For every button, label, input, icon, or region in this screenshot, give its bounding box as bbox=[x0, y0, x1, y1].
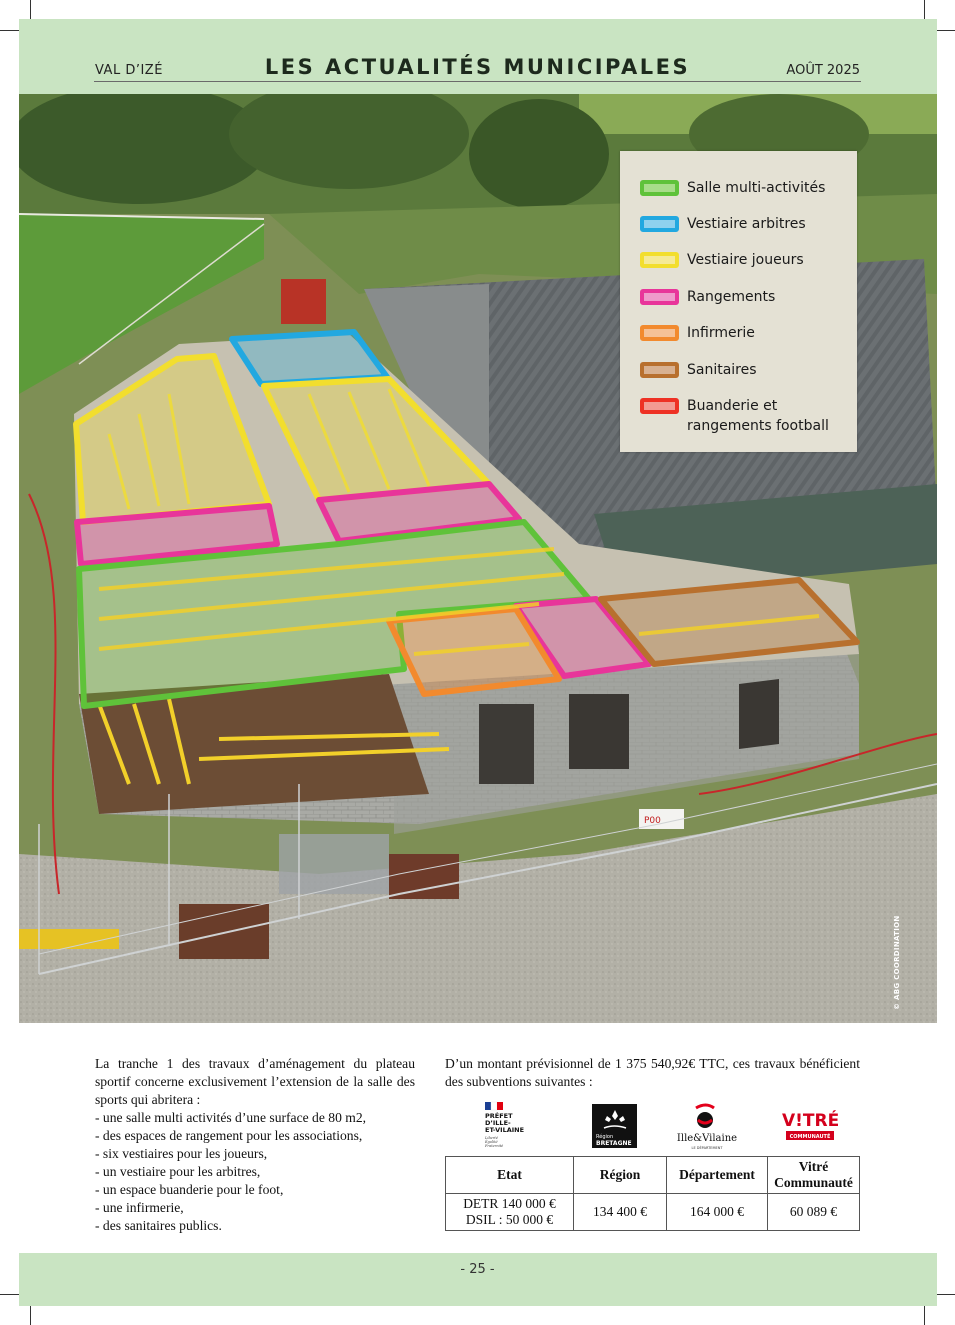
funder-logos bbox=[445, 1100, 860, 1155]
funding-table bbox=[445, 1156, 860, 1231]
legend-item bbox=[640, 323, 837, 343]
legend-swatch bbox=[640, 289, 679, 305]
legend-swatch bbox=[640, 216, 679, 232]
list-item: - six vestiaires pour les joueurs, bbox=[95, 1146, 268, 1161]
prefet-line3: ET-VILAINE bbox=[485, 1126, 525, 1134]
prefet-motto1: Liberté bbox=[485, 1136, 498, 1140]
legend-item bbox=[640, 287, 837, 307]
legend-label: Sanitaires bbox=[687, 362, 757, 378]
legend-item bbox=[640, 250, 837, 270]
prefet-line1: PRÉFET bbox=[485, 1112, 513, 1120]
table-row bbox=[446, 1194, 860, 1231]
vitre-sub: COMMUNAUTÉ bbox=[789, 1134, 831, 1140]
table-header-row bbox=[446, 1157, 860, 1194]
crop-mark bbox=[30, 0, 31, 19]
region-line2: BRETAGNE bbox=[596, 1140, 632, 1147]
crop-mark bbox=[924, 1306, 925, 1325]
legend-label: Salle multi-activités bbox=[687, 180, 826, 196]
works-list bbox=[95, 1109, 415, 1235]
cell-vitre: 60 089 € bbox=[768, 1194, 860, 1231]
header-rule bbox=[94, 81, 861, 82]
list-item: - une salle multi activités d’une surface de 80 m2, bbox=[95, 1110, 367, 1125]
intro-paragraph: La tranche 1 des travaux d’aménagement du plateau sportif concerne exclusivement l’extension de la salle des sports qui abritera : bbox=[95, 1056, 415, 1107]
photo-credit: © ABG COORDINATION bbox=[893, 915, 901, 1010]
vitre-name: V!TRÉ bbox=[782, 1111, 840, 1131]
marianne-icon bbox=[483, 1100, 543, 1155]
funding-intro: D’un montant prévisionnel de 1 375 540,92€ TTC, ces travaux bénéficient des subventions suivantes : bbox=[445, 1056, 860, 1089]
legend-swatch bbox=[640, 325, 679, 341]
crop-mark bbox=[0, 1294, 19, 1295]
crop-mark bbox=[30, 1306, 31, 1325]
header-town: VAL D’IZÉ bbox=[95, 63, 163, 78]
legend-swatch bbox=[640, 180, 679, 196]
departement-logo bbox=[670, 1100, 745, 1155]
legend-item bbox=[640, 396, 837, 436]
cell-departement: 164 000 € bbox=[667, 1194, 768, 1231]
legend-swatch bbox=[640, 362, 679, 378]
vitre-icon bbox=[780, 1100, 840, 1150]
list-item: - des sanitaires publics. bbox=[95, 1218, 222, 1233]
legend-item bbox=[640, 360, 837, 380]
ille-et-vilaine-icon bbox=[670, 1100, 745, 1152]
left-column bbox=[95, 1055, 415, 1235]
prefet-motto3: Fraternité bbox=[485, 1144, 504, 1148]
legend-swatch bbox=[640, 252, 679, 268]
prefet-line2: D’ILLE- bbox=[485, 1119, 511, 1127]
prefet-motto2: Égalité bbox=[485, 1140, 498, 1144]
departement-sub: LE DÉPARTEMENT bbox=[691, 1146, 723, 1150]
departement-name: Ille&Vilaine bbox=[676, 1133, 738, 1144]
etat-dsil: DSIL : 50 000 € bbox=[465, 1212, 554, 1227]
legend-item bbox=[640, 178, 837, 198]
legend-panel bbox=[620, 151, 857, 452]
site-sign-text: P00 bbox=[644, 816, 661, 826]
list-item: - un espace buanderie pour le foot, bbox=[95, 1182, 284, 1197]
etat-detr: DETR 140 000 € bbox=[463, 1196, 556, 1211]
vitre-communaute-logo bbox=[780, 1100, 840, 1155]
crop-mark bbox=[937, 30, 955, 31]
region-bretagne-logo bbox=[590, 1100, 640, 1155]
page-title: LES ACTUALITÉS MUNICIPALES bbox=[264, 55, 691, 79]
legend-swatch bbox=[640, 398, 679, 414]
region-line1: Région bbox=[596, 1134, 614, 1140]
list-item: - un vestiaire pour les arbitres, bbox=[95, 1164, 261, 1179]
crop-mark bbox=[924, 0, 925, 19]
legend-label: Vestiaire arbitres bbox=[687, 216, 806, 232]
legend-label: Buanderie et rangements football bbox=[687, 398, 829, 434]
legend-label: Vestiaire joueurs bbox=[687, 252, 804, 268]
header-date: AOÛT 2025 bbox=[786, 63, 860, 78]
header-region: Région bbox=[574, 1157, 667, 1194]
footer-band bbox=[19, 1253, 937, 1306]
legend-label: Rangements bbox=[687, 289, 776, 305]
legend-label: Infirmerie bbox=[687, 325, 755, 341]
legend-item bbox=[640, 214, 837, 234]
header-departement: Département bbox=[667, 1157, 768, 1194]
crop-mark bbox=[937, 1294, 955, 1295]
region-bretagne-icon bbox=[590, 1100, 640, 1150]
cell-region: 134 400 € bbox=[574, 1194, 667, 1231]
header-etat: Etat bbox=[446, 1157, 574, 1194]
prefet-logo bbox=[483, 1100, 543, 1155]
crop-mark bbox=[0, 30, 19, 31]
page-number: - 25 - bbox=[460, 1262, 495, 1277]
list-item: - une infirmerie, bbox=[95, 1200, 184, 1215]
header-vitre: Vitré Communauté bbox=[768, 1157, 860, 1194]
cell-etat bbox=[446, 1194, 574, 1231]
list-item: - des espaces de rangement pour les associations, bbox=[95, 1128, 363, 1143]
